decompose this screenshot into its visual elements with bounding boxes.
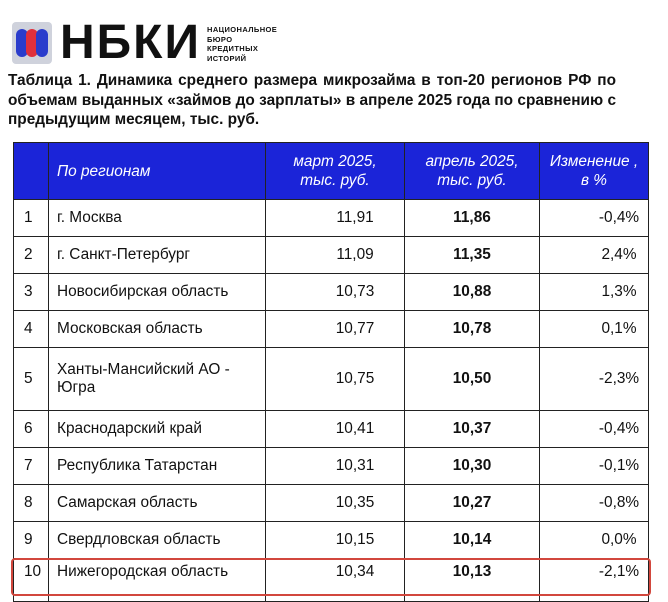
row-april-value: 10,78 bbox=[405, 311, 540, 348]
row-april-value: 11,35 bbox=[405, 237, 540, 274]
row-april-value: 10,13 bbox=[405, 559, 540, 602]
row-region: Ханты-Мансийский АО - Югра bbox=[49, 348, 266, 411]
header-april: апрель 2025, тыс. руб. bbox=[405, 143, 540, 200]
table-row bbox=[14, 522, 649, 559]
row-march-value: 10,35 bbox=[266, 485, 405, 522]
table-row bbox=[14, 485, 649, 522]
table-row bbox=[14, 348, 649, 411]
row-march-value: 10,73 bbox=[266, 274, 405, 311]
table-row bbox=[14, 311, 649, 348]
nbki-logo-icon bbox=[12, 22, 52, 64]
row-region: Краснодарский край bbox=[49, 411, 266, 448]
regions-table bbox=[13, 142, 649, 602]
row-number: 9 bbox=[14, 522, 49, 559]
row-number: 6 bbox=[14, 411, 49, 448]
row-region: Нижегородская область bbox=[49, 559, 266, 602]
row-change-value: 1,3% bbox=[540, 274, 649, 311]
row-april-value: 10,27 bbox=[405, 485, 540, 522]
row-number: 4 bbox=[14, 311, 49, 348]
brand-name: НБКИ bbox=[60, 16, 201, 69]
row-april-value: 10,30 bbox=[405, 448, 540, 485]
header-region: По регионам bbox=[49, 143, 266, 200]
row-change-value: -0,4% bbox=[540, 411, 649, 448]
header-march: март 2025, тыс. руб. bbox=[266, 143, 405, 200]
row-region: Республика Татарстан bbox=[49, 448, 266, 485]
row-change-value: -0,1% bbox=[540, 448, 649, 485]
row-change-value: -2,1% bbox=[540, 559, 649, 602]
table-header-row bbox=[14, 143, 649, 200]
row-change-value: 0,1% bbox=[540, 311, 649, 348]
row-region: Московская область bbox=[49, 311, 266, 348]
row-number: 1 bbox=[14, 200, 49, 237]
table-row bbox=[14, 274, 649, 311]
row-april-value: 10,88 bbox=[405, 274, 540, 311]
brand-subtitle: НАЦИОНАЛЬНОЕ БЮРО КРЕДИТНЫХ ИСТОРИЙ bbox=[207, 25, 278, 63]
row-number: 2 bbox=[14, 237, 49, 274]
table-row bbox=[14, 237, 649, 274]
table-row bbox=[14, 559, 649, 602]
row-region: г. Санкт-Петербург bbox=[49, 237, 266, 274]
row-change-value: 2,4% bbox=[540, 237, 649, 274]
row-number: 7 bbox=[14, 448, 49, 485]
row-march-value: 10,34 bbox=[266, 559, 405, 602]
row-march-value: 10,15 bbox=[266, 522, 405, 559]
row-march-value: 10,75 bbox=[266, 348, 405, 411]
row-region: Свердловская область bbox=[49, 522, 266, 559]
row-april-value: 10,50 bbox=[405, 348, 540, 411]
row-change-value: -2,3% bbox=[540, 348, 649, 411]
row-march-value: 10,77 bbox=[266, 311, 405, 348]
header-change: Изменение , в % bbox=[540, 143, 649, 200]
row-march-value: 11,91 bbox=[266, 200, 405, 237]
row-march-value: 11,09 bbox=[266, 237, 405, 274]
row-region: г. Москва bbox=[49, 200, 266, 237]
row-april-value: 10,37 bbox=[405, 411, 540, 448]
table-row bbox=[14, 200, 649, 237]
row-change-value: 0,0% bbox=[540, 522, 649, 559]
row-april-value: 10,14 bbox=[405, 522, 540, 559]
row-change-value: -0,4% bbox=[540, 200, 649, 237]
row-number: 8 bbox=[14, 485, 49, 522]
row-number: 3 bbox=[14, 274, 49, 311]
row-region: Самарская область bbox=[49, 485, 266, 522]
table-row bbox=[14, 448, 649, 485]
header-number bbox=[14, 143, 49, 200]
row-region: Новосибирская область bbox=[49, 274, 266, 311]
row-march-value: 10,31 bbox=[266, 448, 405, 485]
row-april-value: 11,86 bbox=[405, 200, 540, 237]
table-row bbox=[14, 411, 649, 448]
row-change-value: -0,8% bbox=[540, 485, 649, 522]
row-march-value: 10,41 bbox=[266, 411, 405, 448]
table-caption: Таблица 1. Динамика среднего размера микрозайма в топ-20 регионов РФ по объемам выданных «займов до зарплаты» в апреле 2025 года по сравнению с предыдущим месяцем, тыс. руб. bbox=[8, 72, 616, 128]
row-number: 5 bbox=[14, 348, 49, 411]
row-number: 10 bbox=[14, 559, 49, 602]
